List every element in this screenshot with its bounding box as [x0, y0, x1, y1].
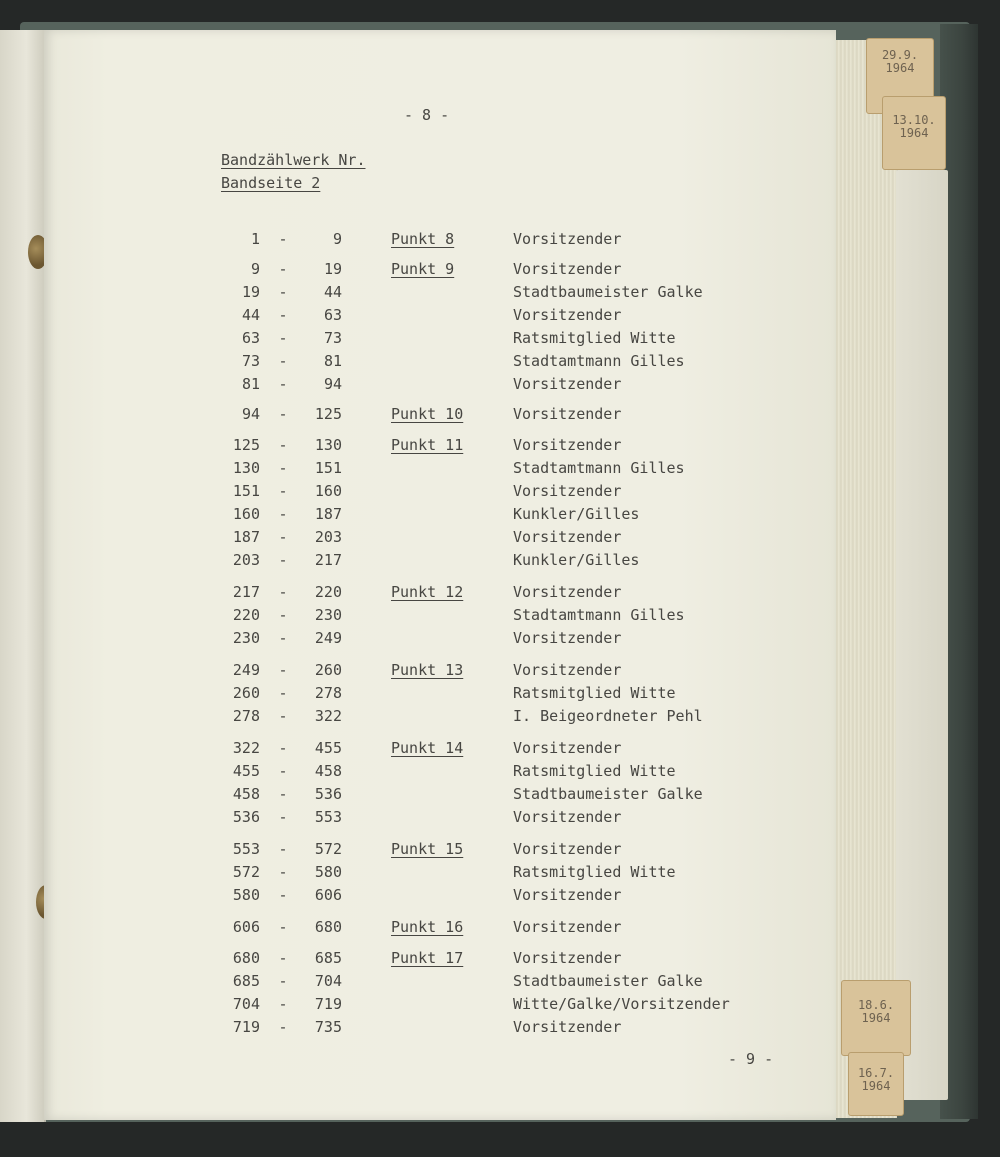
counter-to: 455	[314, 739, 342, 757]
range-dash: -	[278, 329, 288, 347]
counter-from: 220	[232, 606, 260, 624]
range-dash: -	[278, 785, 288, 803]
counter-to: 203	[314, 528, 342, 546]
back-pages	[896, 170, 948, 1100]
speaker: I. Beigeordneter Pehl	[513, 707, 703, 725]
counter-from: 81	[241, 375, 260, 393]
speaker: Ratsmitglied Witte	[513, 684, 676, 702]
speaker: Vorsitzender	[513, 583, 622, 601]
date-tab[interactable]: 29.9. 1964	[866, 38, 934, 114]
speaker: Vorsitzender	[513, 840, 622, 858]
page-number-bottom: - 9 -	[728, 1050, 774, 1068]
range-dash: -	[278, 684, 288, 702]
page-stack-edge	[834, 40, 897, 1118]
counter-from: 217	[232, 583, 260, 601]
counter-to: 130	[314, 436, 342, 454]
counter-from: 44	[241, 306, 260, 324]
heading-counter: Bandzählwerk Nr.	[221, 151, 366, 169]
document-page	[44, 30, 836, 1120]
counter-to: 63	[323, 306, 342, 324]
speaker: Stadtamtmann Gilles	[513, 352, 685, 370]
speaker: Witte/Galke/Vorsitzender	[513, 995, 730, 1013]
range-dash: -	[278, 528, 288, 546]
range-dash: -	[278, 739, 288, 757]
agenda-item: Punkt 17	[391, 949, 464, 967]
counter-to: 44	[323, 283, 342, 301]
range-dash: -	[278, 352, 288, 370]
counter-from: 685	[232, 972, 260, 990]
counter-to: 572	[314, 840, 342, 858]
range-dash: -	[278, 459, 288, 477]
range-dash: -	[278, 436, 288, 454]
counter-to: 278	[314, 684, 342, 702]
counter-from: 1	[250, 230, 260, 248]
heading-tape-side: Bandseite 2	[221, 174, 321, 192]
counter-from: 9	[250, 260, 260, 278]
date-tab[interactable]: 13.10. 1964	[882, 96, 946, 170]
counter-from: 19	[241, 283, 260, 301]
agenda-item: Punkt 12	[391, 583, 464, 601]
date-tab[interactable]: 16.7. 1964	[848, 1052, 904, 1116]
range-dash: -	[278, 482, 288, 500]
range-dash: -	[278, 808, 288, 826]
counter-from: 455	[232, 762, 260, 780]
speaker: Stadtbaumeister Galke	[513, 785, 703, 803]
counter-to: 9	[332, 230, 342, 248]
range-dash: -	[278, 260, 288, 278]
counter-to: 553	[314, 808, 342, 826]
range-dash: -	[278, 283, 288, 301]
agenda-item: Punkt 9	[391, 260, 455, 278]
range-dash: -	[278, 306, 288, 324]
agenda-item: Punkt 8	[391, 230, 455, 248]
counter-to: 260	[314, 661, 342, 679]
counter-to: 249	[314, 629, 342, 647]
speaker: Vorsitzender	[513, 482, 622, 500]
range-dash: -	[278, 995, 288, 1013]
counter-from: 278	[232, 707, 260, 725]
counter-from: 322	[232, 739, 260, 757]
counter-to: 680	[314, 918, 342, 936]
speaker: Ratsmitglied Witte	[513, 863, 676, 881]
counter-from: 260	[232, 684, 260, 702]
counter-to: 19	[323, 260, 342, 278]
speaker: Stadtamtmann Gilles	[513, 606, 685, 624]
range-dash: -	[278, 949, 288, 967]
counter-from: 553	[232, 840, 260, 858]
speaker: Vorsitzender	[513, 230, 622, 248]
speaker: Ratsmitglied Witte	[513, 762, 676, 780]
agenda-item: Punkt 16	[391, 918, 464, 936]
range-dash: -	[278, 840, 288, 858]
previous-page-edge	[0, 30, 46, 1122]
counter-from: 580	[232, 886, 260, 904]
counter-to: 81	[323, 352, 342, 370]
counter-to: 187	[314, 505, 342, 523]
speaker: Vorsitzender	[513, 949, 622, 967]
counter-from: 160	[232, 505, 260, 523]
speaker: Vorsitzender	[513, 886, 622, 904]
speaker: Kunkler/Gilles	[513, 505, 640, 523]
speaker: Kunkler/Gilles	[513, 551, 640, 569]
range-dash: -	[278, 972, 288, 990]
speaker: Vorsitzender	[513, 739, 622, 757]
speaker: Ratsmitglied Witte	[513, 329, 676, 347]
counter-to: 151	[314, 459, 342, 477]
counter-from: 63	[241, 329, 260, 347]
date-tab[interactable]: 18.6. 1964	[841, 980, 911, 1056]
counter-to: 606	[314, 886, 342, 904]
counter-from: 230	[232, 629, 260, 647]
counter-to: 220	[314, 583, 342, 601]
agenda-item: Punkt 11	[391, 436, 464, 454]
range-dash: -	[278, 505, 288, 523]
counter-from: 719	[232, 1018, 260, 1036]
counter-from: 203	[232, 551, 260, 569]
speaker: Stadtbaumeister Galke	[513, 283, 703, 301]
counter-from: 680	[232, 949, 260, 967]
agenda-item: Punkt 14	[391, 739, 464, 757]
counter-from: 94	[241, 405, 260, 423]
range-dash: -	[278, 551, 288, 569]
counter-from: 73	[241, 352, 260, 370]
counter-to: 125	[314, 405, 342, 423]
counter-from: 536	[232, 808, 260, 826]
counter-from: 458	[232, 785, 260, 803]
range-dash: -	[278, 661, 288, 679]
counter-to: 94	[323, 375, 342, 393]
speaker: Vorsitzender	[513, 260, 622, 278]
counter-to: 704	[314, 972, 342, 990]
counter-from: 130	[232, 459, 260, 477]
counter-to: 322	[314, 707, 342, 725]
speaker: Vorsitzender	[513, 629, 622, 647]
range-dash: -	[278, 918, 288, 936]
speaker: Vorsitzender	[513, 808, 622, 826]
speaker: Vorsitzender	[513, 661, 622, 679]
counter-to: 536	[314, 785, 342, 803]
speaker: Stadtamtmann Gilles	[513, 459, 685, 477]
counter-to: 719	[314, 995, 342, 1013]
counter-to: 580	[314, 863, 342, 881]
agenda-item: Punkt 15	[391, 840, 464, 858]
range-dash: -	[278, 583, 288, 601]
range-dash: -	[278, 707, 288, 725]
counter-from: 125	[232, 436, 260, 454]
counter-from: 704	[232, 995, 260, 1013]
counter-to: 230	[314, 606, 342, 624]
counter-to: 73	[323, 329, 342, 347]
speaker: Vorsitzender	[513, 436, 622, 454]
agenda-item: Punkt 10	[391, 405, 464, 423]
speaker: Stadtbaumeister Galke	[513, 972, 703, 990]
counter-to: 735	[314, 1018, 342, 1036]
range-dash: -	[278, 375, 288, 393]
speaker: Vorsitzender	[513, 306, 622, 324]
speaker: Vorsitzender	[513, 918, 622, 936]
range-dash: -	[278, 1018, 288, 1036]
range-dash: -	[278, 629, 288, 647]
range-dash: -	[278, 762, 288, 780]
speaker: Vorsitzender	[513, 1018, 622, 1036]
range-dash: -	[278, 230, 288, 248]
speaker: Vorsitzender	[513, 528, 622, 546]
counter-from: 151	[232, 482, 260, 500]
speaker: Vorsitzender	[513, 375, 622, 393]
range-dash: -	[278, 886, 288, 904]
agenda-item: Punkt 13	[391, 661, 464, 679]
counter-to: 160	[314, 482, 342, 500]
counter-to: 685	[314, 949, 342, 967]
range-dash: -	[278, 405, 288, 423]
speaker: Vorsitzender	[513, 405, 622, 423]
counter-from: 606	[232, 918, 260, 936]
counter-to: 458	[314, 762, 342, 780]
counter-from: 249	[232, 661, 260, 679]
range-dash: -	[278, 863, 288, 881]
counter-from: 187	[232, 528, 260, 546]
counter-from: 572	[232, 863, 260, 881]
counter-to: 217	[314, 551, 342, 569]
range-dash: -	[278, 606, 288, 624]
page-number-top: - 8 -	[404, 106, 450, 124]
